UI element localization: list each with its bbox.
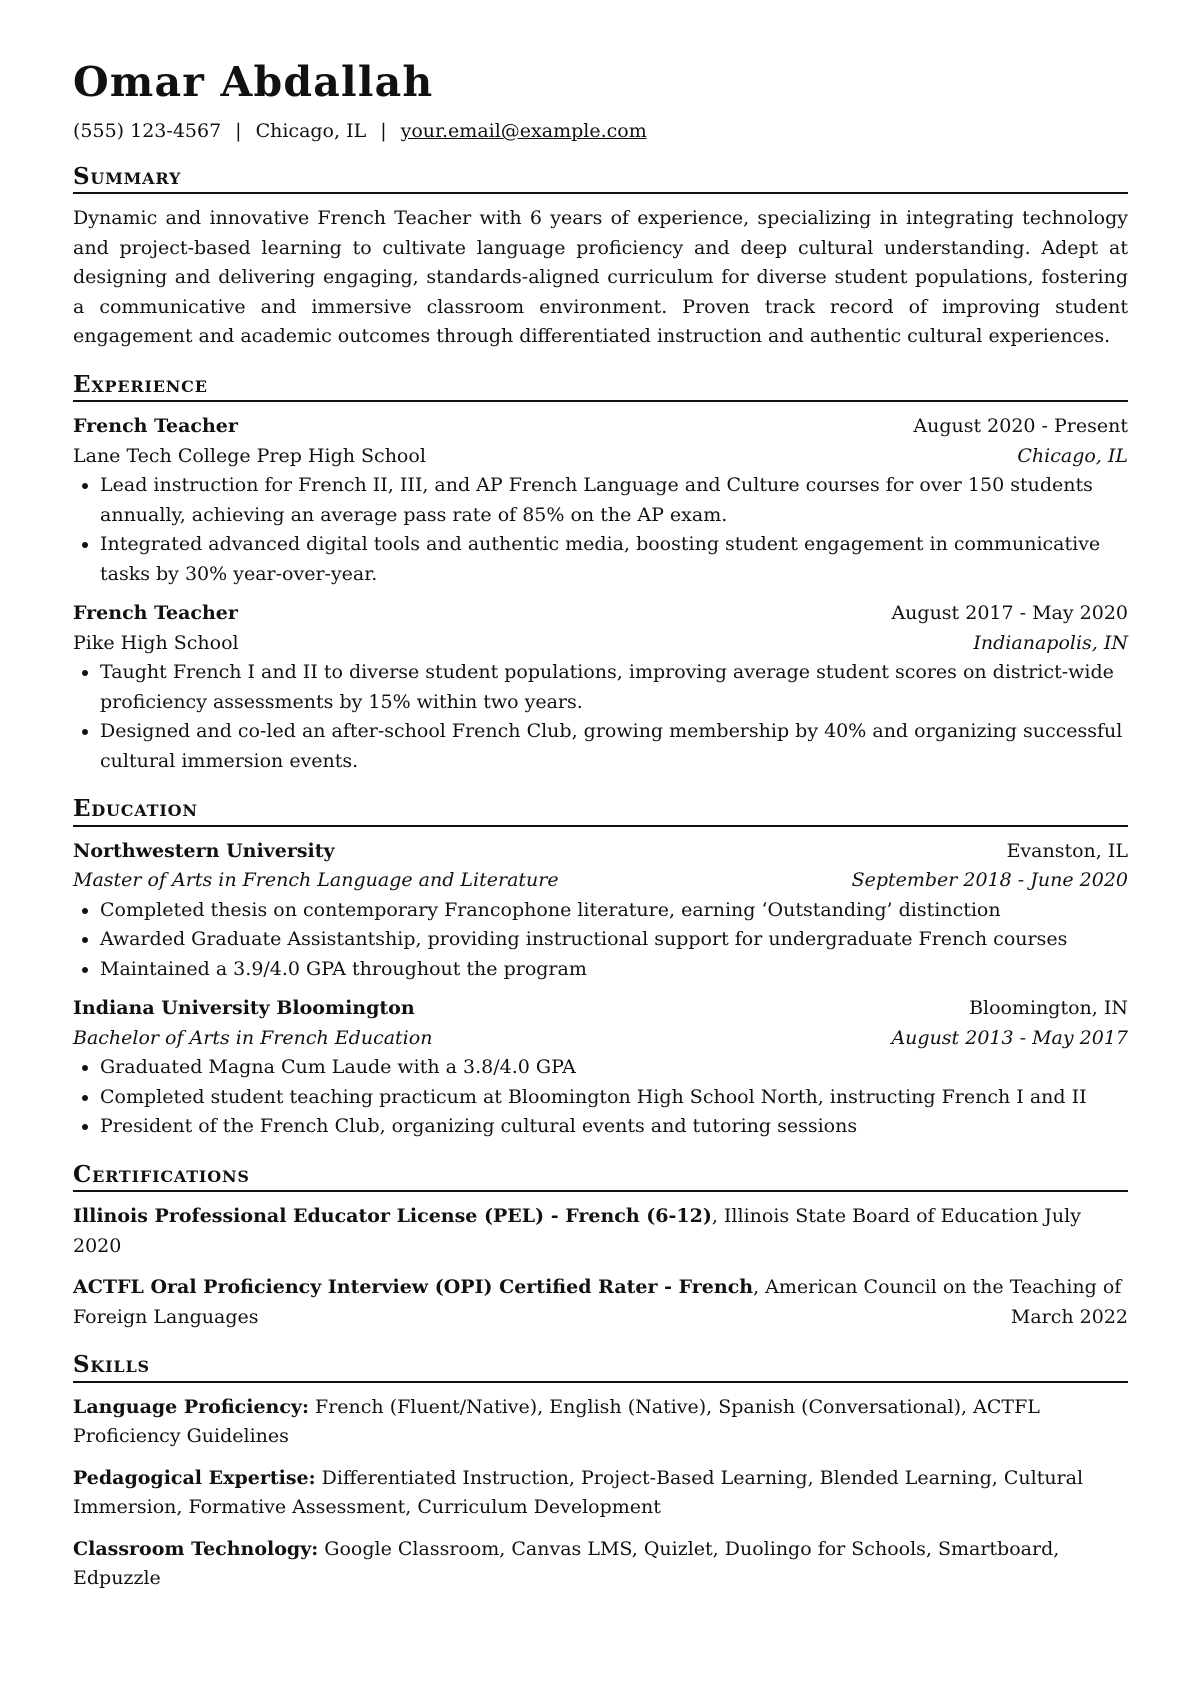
candidate-name: Omar Abdallah: [73, 58, 434, 106]
certification-name: Illinois Professional Educator License (PEL) - French (6-12): [73, 1205, 712, 1228]
education-bullets: [73, 1053, 1128, 1142]
bullet-item: • Awarded Graduate Assistantship, providing instructional support for undergraduate French courses: [100, 925, 1128, 955]
bullet-item: • Integrated advanced digital tools and authentic media, boosting student engagement in communicative tasks by 30% year-over-year.: [100, 530, 1128, 589]
school-location: Evanston, IL: [1006, 839, 1128, 862]
degree: Bachelor of Arts in French Education: [73, 1026, 433, 1049]
skill-value: French (Fluent/Native), English (Native), Spanish (Conversational), ACTFL Proficiency Guidelines: [73, 1395, 1040, 1448]
job-bullets: [73, 471, 1128, 589]
bullet-item: • Maintained a 3.9/4.0 GPA throughout the program: [100, 955, 1128, 985]
education-entry: [73, 837, 1128, 985]
resume-page: [73, 58, 1128, 1606]
experience-heading: Experience: [73, 372, 1128, 402]
job-location: Indianapolis, IN: [973, 631, 1128, 654]
certification-issuer: , American Council on the Teaching of Foreign Languages: [73, 1276, 1122, 1328]
degree: Master of Arts in French Language and Literature: [73, 869, 559, 892]
school-location: Bloomington, IN: [969, 997, 1128, 1020]
phone: (555) 123-4567: [73, 120, 222, 143]
certification-name: ACTFL Oral Proficiency Interview (OPI) Certified Rater - French: [73, 1276, 754, 1299]
bullet-item: • Graduated Magna Cum Laude with a 3.8/4.0 GPA: [100, 1053, 1128, 1083]
skills-heading: Skills: [73, 1352, 1128, 1382]
employer: Lane Tech College Prep High School: [73, 444, 426, 467]
bullet-item: • Designed and co-led an after-school French Club, growing membership by 40% and organizing successful cultural immersion events.: [100, 717, 1128, 776]
bullet-item: • Completed student teaching practicum at Bloomington High School North, instructing French I and II: [100, 1083, 1128, 1113]
job-title: French Teacher: [73, 602, 238, 625]
certification-item: [73, 1202, 1128, 1261]
summary-text: Dynamic and innovative French Teacher with 6 years of experience, specializing in integrating technology and project-based learning to cultivate language proficiency and deep cultural understanding. Adept at designing and delivering engaging, standards-aligned curriculum for diverse student populations, fostering a communicative and immersive classroom environment. Proven track record of improving student engagement and academic outcomes through differentiated instruction and authentic cultural experiences.: [73, 207, 1128, 348]
job-dates: August 2020 - Present: [913, 415, 1128, 438]
experience-entry: [73, 412, 1128, 589]
location: Chicago, IL: [255, 120, 367, 143]
employer: Pike High School: [73, 631, 239, 654]
job-bullets: [73, 658, 1128, 776]
skill-row: [73, 1464, 1128, 1523]
certification-item: [73, 1273, 1128, 1332]
certifications-heading: Certifications: [73, 1162, 1128, 1192]
skill-row: [73, 1535, 1128, 1594]
skill-value: Differentiated Instruction, Project-Based Learning, Blended Learning, Cultural Immersion, Formative Assessment, Curriculum Development: [73, 1466, 1084, 1519]
education-entry: [73, 994, 1128, 1142]
email-link[interactable]: your.email@example.com: [400, 120, 647, 143]
job-location: Chicago, IL: [1017, 444, 1128, 467]
job-title: French Teacher: [73, 415, 238, 438]
certification-issuer: , Illinois State Board of Education July 2020: [73, 1205, 1081, 1257]
summary-heading: Summary: [73, 164, 1128, 194]
education-heading: Education: [73, 796, 1128, 826]
school-name: Indiana University Bloomington: [73, 997, 415, 1020]
education-dates: August 2013 - May 2017: [891, 1026, 1128, 1049]
skill-value: Google Classroom, Canvas LMS, Quizlet, Duolingo for Schools, Smartboard, Edpuzzle: [73, 1537, 1060, 1590]
education-dates: September 2018 - June 2020: [851, 869, 1128, 892]
job-dates: August 2017 - May 2020: [891, 602, 1128, 625]
skill-label: Language Proficiency:: [73, 1395, 309, 1418]
bullet-item: • President of the French Club, organizing cultural events and tutoring sessions: [100, 1112, 1128, 1142]
skill-row: [73, 1393, 1128, 1452]
school-name: Northwestern University: [73, 839, 335, 862]
experience-entry: [73, 599, 1128, 776]
bullet-item: • Lead instruction for French II, III, and AP French Language and Culture courses for over 150 students annually, achieving an average pass rate of 85% on the AP exam.: [100, 471, 1128, 530]
separator: |: [235, 120, 242, 143]
skill-label: Pedagogical Expertise:: [73, 1466, 316, 1489]
separator: |: [380, 120, 387, 143]
bullet-item: • Taught French I and II to diverse student populations, improving average student scores on district-wide proficiency assessments by 15% within two years.: [100, 658, 1128, 717]
contact-line: [73, 119, 1128, 144]
certification-date: March 2022: [1010, 1305, 1128, 1328]
skill-label: Classroom Technology:: [73, 1537, 319, 1560]
education-bullets: [73, 896, 1128, 985]
bullet-item: • Completed thesis on contemporary Francophone literature, earning ‘Outstanding’ distinction: [100, 896, 1128, 926]
